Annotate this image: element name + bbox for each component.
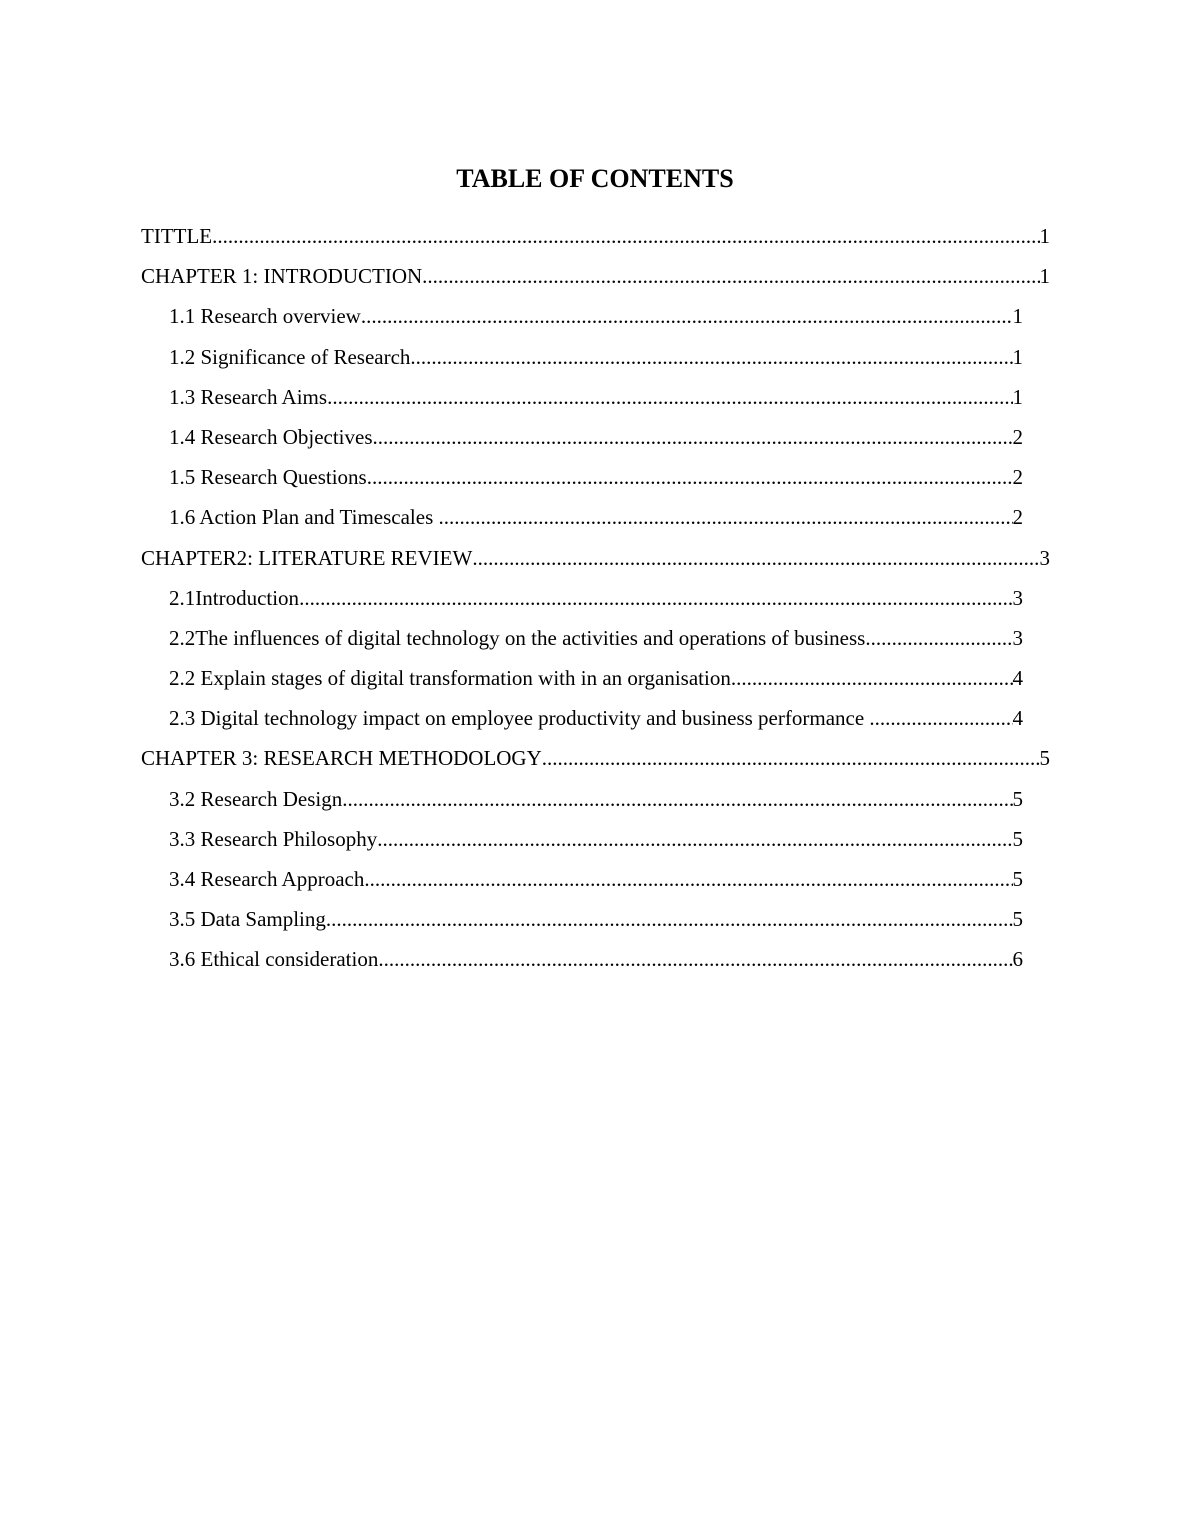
toc-entry-1-5[interactable] — [0, 457, 1190, 497]
toc-entry-label: 1.3 Research Aims — [169, 384, 328, 409]
toc-entry-3-2[interactable] — [0, 779, 1190, 819]
dot-leader — [731, 658, 1013, 698]
toc-page-number: 2 — [1012, 465, 1023, 490]
dot-leader — [378, 939, 1012, 979]
toc-entry-chapter-1[interactable] — [0, 256, 1190, 296]
toc-entry-label: 3.5 Data Sampling — [169, 907, 326, 932]
toc-entry-3-6[interactable] — [0, 939, 1190, 979]
page-title: TABLE OF CONTENTS — [456, 164, 734, 193]
toc-entry-2-2-influences[interactable] — [0, 618, 1190, 658]
dot-leader — [422, 256, 1039, 296]
toc-page-number: 1 — [1012, 344, 1023, 369]
toc-page-number: 2 — [1012, 505, 1023, 530]
dot-leader — [377, 819, 1012, 859]
toc-page-number: 5 — [1012, 867, 1023, 891]
dot-leader — [212, 216, 1039, 256]
toc-entry-label: TITTLE — [141, 224, 213, 248]
toc-entry-chapter-3[interactable] — [0, 738, 1190, 778]
dot-leader — [542, 738, 1040, 778]
toc-page-number: 5 — [1039, 746, 1050, 771]
toc-entry-label: 1.4 Research Objectives — [169, 424, 373, 449]
dot-leader — [410, 337, 1012, 377]
toc-entry-label: 1.5 Research Questions — [169, 465, 367, 490]
toc-entry-tittle[interactable] — [0, 216, 1190, 256]
toc-entry-label: 1.6 Action Plan and Timescales — [169, 505, 439, 530]
toc-page-number: 3 — [1012, 625, 1023, 650]
toc-page-number: 5 — [1012, 786, 1023, 811]
toc-page-number: 5 — [1012, 907, 1023, 932]
dot-leader — [364, 859, 1012, 899]
toc-entry-3-4[interactable] — [0, 859, 1190, 899]
toc-entry-label: CHAPTER 1: INTRODUCTION — [141, 264, 423, 289]
toc-entry-label: 1.2 Significance of Research — [169, 344, 411, 369]
toc-entry-label: 2.2 Explain stages of digital transformation with in an organisation — [169, 666, 731, 691]
toc-page-number: 1 — [1039, 224, 1050, 248]
toc-page-number: 3 — [1012, 585, 1023, 610]
dot-leader — [439, 497, 1013, 537]
dot-leader — [342, 779, 1012, 819]
toc-entry-3-5[interactable] — [0, 899, 1190, 939]
toc-entry-label: 3.6 Ethical consideration — [169, 947, 379, 972]
toc-page-number: 2 — [1012, 424, 1023, 449]
toc-entry-1-3[interactable] — [0, 377, 1190, 417]
dot-leader — [367, 457, 1013, 497]
toc-entry-1-4[interactable] — [0, 417, 1190, 457]
dot-leader — [373, 417, 1013, 457]
toc-entry-1-6[interactable] — [0, 497, 1190, 537]
toc-entry-label: 1.1 Research overview — [169, 304, 361, 329]
toc-entry-1-2[interactable] — [0, 337, 1190, 377]
toc-entry-label: 3.2 Research Design — [169, 786, 343, 811]
dot-leader — [326, 899, 1013, 939]
toc-entry-2-3[interactable] — [0, 698, 1190, 738]
toc-entry-label: CHAPTER 3: RESEARCH METHODOLOGY — [141, 746, 542, 771]
toc-entry-label: 3.3 Research Philosophy — [169, 826, 378, 851]
toc-entry-label: 3.4 Research Approach — [169, 867, 365, 891]
toc-page-number: 4 — [1012, 706, 1023, 731]
toc-entry-2-1[interactable] — [0, 578, 1190, 618]
dot-leader — [869, 698, 1012, 738]
toc-page-number: 1 — [1012, 384, 1023, 409]
toc-entry-2-2-stages[interactable] — [0, 658, 1190, 698]
toc-entry-label: 2.1Introduction — [169, 585, 300, 610]
toc-page-number: 3 — [1039, 545, 1050, 570]
dot-leader — [472, 538, 1039, 578]
toc-entry-3-3[interactable] — [0, 819, 1190, 859]
toc-page-number: 4 — [1012, 666, 1023, 691]
toc-page-number: 5 — [1012, 826, 1023, 851]
toc-page-number: 6 — [1012, 947, 1023, 972]
dot-leader — [327, 377, 1012, 417]
toc-entry-label: 2.3 Digital technology impact on employee productivity and business performance — [169, 706, 870, 731]
dot-leader — [865, 618, 1012, 658]
toc-page-number: 1 — [1012, 304, 1023, 329]
toc-entry-label: 2.2The influences of digital technology on the activities and operations of business — [169, 625, 866, 650]
toc-entry-label: CHAPTER2: LITERATURE REVIEW — [141, 545, 473, 570]
toc-page-number: 1 — [1039, 264, 1050, 289]
dot-leader — [361, 296, 1013, 336]
toc-list — [0, 216, 1190, 980]
dot-leader — [299, 578, 1012, 618]
toc-entry-1-1[interactable] — [0, 296, 1190, 336]
toc-entry-chapter-2[interactable] — [0, 538, 1190, 578]
